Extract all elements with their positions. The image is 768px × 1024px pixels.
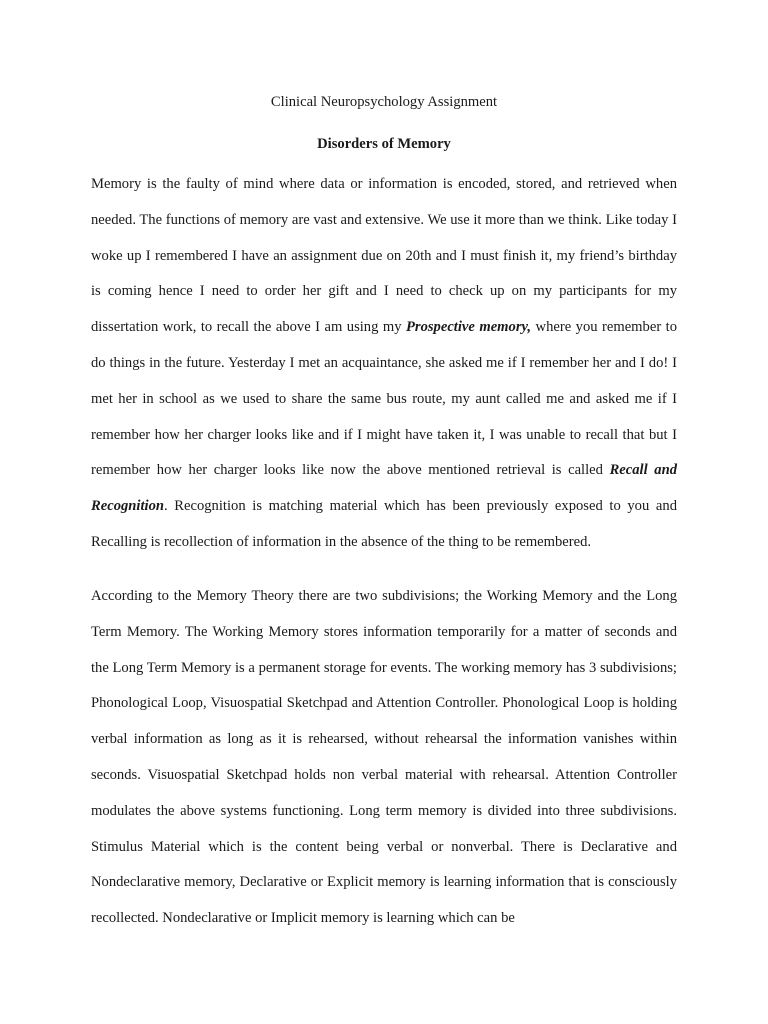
recall-recognition-term: Recall and Recognition: [91, 462, 677, 515]
paragraph1-text-3: . Recognition is matching material which has been previously exposed to you and Recalling is recollection of information in the absence of the thing to be remembered.: [91, 498, 677, 550]
prospective-memory-term: Prospective memory,: [405, 319, 532, 336]
paragraph1-text-2: where you remember to do things in the future. Yesterday I met an acquaintance, she asked me if I remember her and I do! I met her in school as we used to share the same bus route, my aunt called me and asked me if I remember how her charger looks like and if I might have taken it, I was unable to recall that but I remember how her charger looks like now the above mentioned retrieval is called: [91, 319, 677, 479]
paragraph-memory-intro: [91, 167, 677, 561]
paragraph1-text-1: Memory is the faulty of mind where data or information is encoded, stored, and retrieved when needed. The functions of memory are vast and extensive. We use it more than we think. Like today I woke up I remembered I have an assignment due on 20th and I must finish it, my friend’s birthday is coming hence I need to order her gift and I need to check up on my participants for my dissertation work, to recall the above I am using my: [91, 176, 677, 336]
paragraph-memory-theory: According to the Memory Theory there are two subdivisions; the Working Memory and the Long Term Memory. The Working Memory stores information temporarily for a matter of seconds and the Long Term Memory is a permanent storage for events. The working memory has 3 subdivisions; Phonological Loop, Visuospatial Sketchpad and Attention Controller. Phonological Loop is holding verbal information as long as it is rehearsed, without rehearsal the information vanishes within seconds. Visuospatial Sketchpad holds non verbal material with rehearsal. Attention Controller modulates the above systems functioning. Long term memory is divided into three subdivisions. Stimulus Material which is the content being verbal or nonverbal. There is Declarative and Nondeclarative memory, Declarative or Explicit memory is learning information that is consciously recollected. Nondeclarative or Implicit memory is learning which can be: [91, 588, 677, 927]
document-subtitle: Disorders of Memory: [317, 136, 451, 152]
document-title: Clinical Neuropsychology Assignment: [270, 94, 498, 110]
